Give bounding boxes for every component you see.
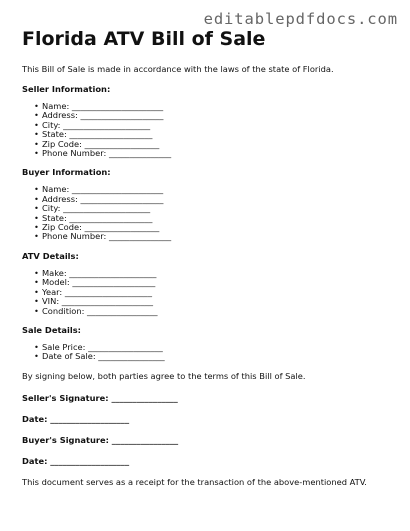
atv-heading: ATV Details:	[22, 250, 79, 261]
seller-state-field: • State: ____________________	[34, 130, 392, 139]
intro-paragraph: This Bill of Sale is made in accordance with the laws of the state of Florida.	[22, 64, 334, 74]
seller-phone-field: • Phone Number: _______________	[34, 149, 392, 158]
buyer-city-field: • City: _____________________	[34, 204, 392, 213]
atv-list	[34, 269, 392, 316]
atv-year-field: • Year: _____________________	[34, 288, 392, 297]
seller-city-field: • City: _____________________	[34, 121, 392, 130]
sale-price-field: • Sale Price: __________________	[34, 343, 392, 352]
seller-date-line: Date: ___________________	[22, 413, 130, 424]
footer-paragraph: This document serves as a receipt for the transaction of the above-mentioned ATV.	[22, 476, 367, 487]
seller-heading: Seller Information:	[22, 84, 111, 94]
buyer-list	[34, 185, 392, 241]
buyer-address-field: • Address: ____________________	[34, 195, 392, 204]
seller-zip-field: • Zip Code: __________________	[34, 140, 392, 149]
document-body	[22, 28, 392, 488]
seller-address-field: • Address: ____________________	[34, 111, 392, 120]
agreement-paragraph: By signing below, both parties agree to the terms of this Bill of Sale.	[22, 370, 306, 381]
buyer-state-field: • State: ____________________	[34, 214, 392, 223]
document-title: Florida ATV Bill of Sale	[22, 28, 266, 50]
seller-list	[34, 102, 392, 158]
buyer-heading: Buyer Information:	[22, 167, 111, 178]
sale-date-field: • Date of Sale: ________________	[34, 352, 392, 361]
atv-make-field: • Make: _____________________	[34, 269, 392, 278]
sale-list	[34, 343, 392, 362]
seller-name-field: • Name: ______________________	[34, 102, 392, 111]
buyer-date-line: Date: ___________________	[22, 455, 130, 466]
buyer-signature-line: Buyer's Signature: ________________	[22, 434, 179, 445]
atv-model-field: • Model: ____________________	[34, 278, 392, 287]
buyer-phone-field: • Phone Number: _______________	[34, 232, 392, 241]
sale-heading: Sale Details:	[22, 324, 81, 335]
atv-vin-field: • VIN: ______________________	[34, 297, 392, 306]
seller-signature-line: Seller's Signature: ________________	[22, 392, 178, 403]
buyer-zip-field: • Zip Code: __________________	[34, 223, 392, 232]
atv-condition-field: • Condition: _________________	[34, 307, 392, 316]
buyer-name-field: • Name: ______________________	[34, 185, 392, 194]
watermark-text: editablepdfdocs.com	[203, 10, 398, 28]
